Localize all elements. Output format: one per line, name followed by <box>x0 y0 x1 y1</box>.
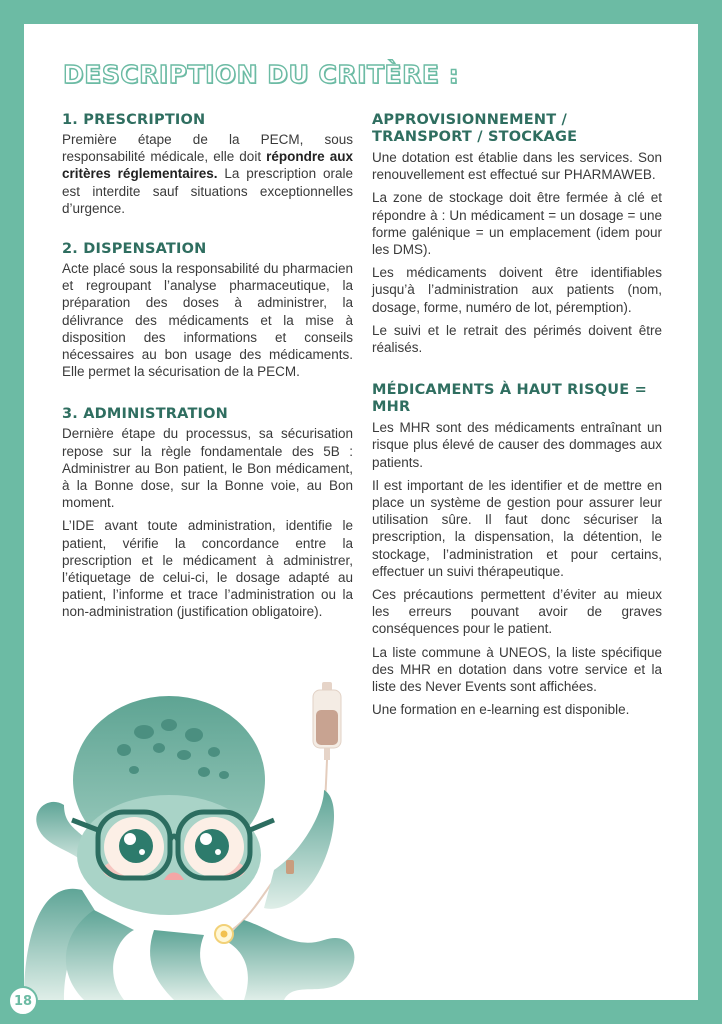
approvisionnement-text-2: La zone de stockage doit être fermée à clé et répondre à : Un médicament = un dosage = une forme galénique = un emplacement (idem pour les DMS). <box>372 190 662 258</box>
prescription-text-c: La prescription orale est interdite sauf situations exceptionnelles d’urgence. <box>62 166 353 216</box>
mhr-text-3: Ces précautions permettent d’éviter au mieux les erreurs pouvant avoir de graves conséquences pour le patient. <box>372 587 662 637</box>
section-dispensation <box>62 241 353 380</box>
approvisionnement-text-4: Le suivi et le retrait des périmés doivent être réalisés. <box>372 322 662 356</box>
left-column <box>62 112 353 621</box>
heading-approvisionnement: APPROVISIONNEMENT / TRANSPORT / STOCKAGE <box>372 112 578 145</box>
heading-prescription: 1. PRESCRIPTION <box>62 112 206 128</box>
octopus-head <box>73 696 265 915</box>
administration-text-1: Dernière étape du processus, sa sécurisation repose sur la règle fondamentale des 5B : Administrer au Bon patient, le Bon médicament, à la Bonne dose, sur la Bonne voie, au Bon moment. <box>62 426 353 511</box>
mhr-text-5: Une formation en e-learning est disponible. <box>372 702 630 718</box>
mhr-text-1: Les MHR sont des médicaments entraînant un risque plus élevé de causer des dommages aux patients. <box>372 420 662 470</box>
prescription-text-a: Première étape de la PECM, sous responsabilité médicale, elle doit <box>62 132 353 165</box>
heading-dispensation: 2. DISPENSATION <box>62 241 207 258</box>
section-mhr <box>372 382 662 718</box>
section-approvisionnement <box>372 112 662 356</box>
page-title: DESCRIPTION DU CRITÈRE : <box>63 60 460 89</box>
mhr-text-4: La liste commune à UNEOS, la liste spécifique des MHR en dotation dans votre service et la liste des Never Events sont affichées. <box>372 644 662 695</box>
approvisionnement-text-1: Une dotation est établie dans les services. Son renouvellement est effectué sur PHARMAWEB. <box>372 150 662 183</box>
prescription-text-bold: répondre aux critères réglementaires. <box>62 149 353 182</box>
octopus-mascot-illustration <box>24 680 384 1000</box>
administration-text-2: L’IDE avant toute administration, identifie le patient, vérifie la concordance entre la prescription et le médicament à administrer, l’étiquetage de celui-ci, le dosage adapté au patient, l’informe et trace l’administration ou la non-administration (justification obligatoire). <box>62 518 353 620</box>
page-number: 18 <box>8 986 38 1016</box>
dispensation-text: Acte placé sous la responsabilité du pharmacien et regroupant l’analyse pharmaceutique, la préparation des doses à administrer, la délivrance des médicaments et la mise à disposition des informations et conseils nécessaires au bon usage des médicaments. Elle permet la sécurisation de la PECM. <box>62 261 353 380</box>
heading-mhr: MÉDICAMENTS À HAUT RISQUE = MHR <box>372 382 647 416</box>
approvisionnement-text-3: Les médicaments doivent être identifiables jusqu’à l’administration aux patients (nom, dosage, forme, numéro de lot, péremption). <box>372 265 662 315</box>
flower-icon <box>215 925 233 943</box>
section-prescription <box>62 112 353 217</box>
iv-clip <box>286 860 294 874</box>
right-column <box>372 112 662 718</box>
prescription-text <box>62 131 353 217</box>
heading-administration: 3. ADMINISTRATION <box>62 406 229 423</box>
mhr-text-2: Il est important de les identifier et de mettre en place un système de gestion pour assurer leur utilisation sûre. Il faut donc sécuriser la prescription, la dispensation, la détention, le stockage, l’administration et pour certains, effectuer un suivi thérapeutique. <box>372 477 662 579</box>
section-administration <box>62 406 353 620</box>
